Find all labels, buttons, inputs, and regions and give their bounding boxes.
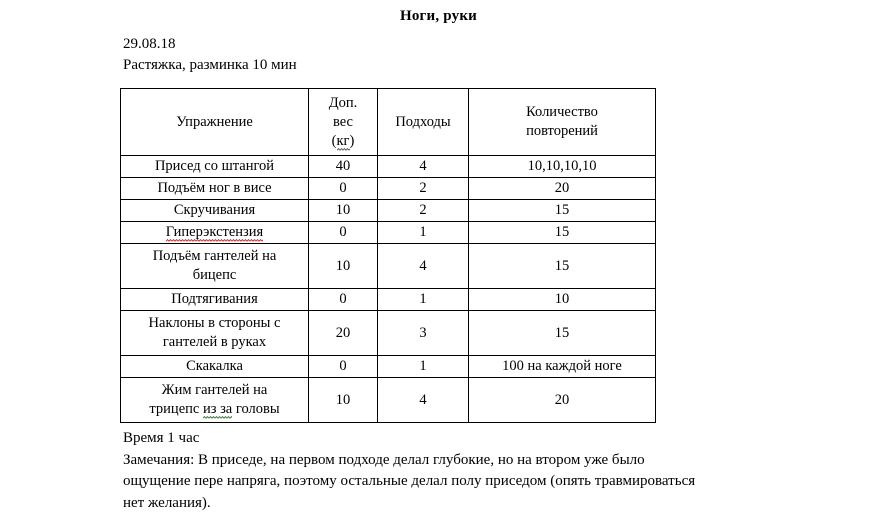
warmup-note: Растяжка, разминка 10 мин	[123, 57, 297, 73]
header-weight-line-2: вес	[333, 113, 353, 130]
cell-reps: 15	[469, 200, 656, 222]
cell-exercise	[121, 244, 309, 289]
exercise-name: Скручивания	[173, 202, 256, 218]
workout-table	[120, 88, 656, 423]
column-header-extra-weight	[309, 89, 378, 156]
table-body	[121, 156, 656, 423]
exercise-name-line-1: Жим гантелей на	[161, 382, 268, 398]
paren-open: (	[331, 132, 337, 149]
cell-sets: 2	[378, 200, 469, 222]
cell-exercise	[121, 178, 309, 200]
cell-reps: 15	[469, 222, 656, 244]
cell-weight: 0	[309, 356, 378, 378]
paren-close: )	[349, 132, 355, 149]
workout-notes	[123, 428, 803, 514]
exercise-name-line-2: бицепс	[192, 267, 237, 283]
cell-weight: 0	[309, 222, 378, 244]
exercise-name-line-2	[121, 400, 308, 419]
exercise-name: Подъём ног в висе	[157, 180, 272, 196]
cell-sets: 2	[378, 178, 469, 200]
workout-date: 29.08.18	[123, 36, 176, 52]
column-header-sets: Подходы	[378, 89, 469, 156]
cell-weight: 0	[309, 289, 378, 311]
page-title: Ноги, руки	[399, 8, 478, 24]
cell-sets: 1	[378, 356, 469, 378]
table-header	[121, 89, 656, 156]
cell-weight: 10	[309, 244, 378, 289]
exercise-name-line-1: Наклоны в стороны с	[148, 315, 281, 331]
exercise-name: Скакалка	[186, 358, 243, 374]
table-row	[121, 289, 656, 311]
header-weight-line-1: Доп.	[328, 94, 358, 111]
document-meta	[123, 34, 297, 76]
cell-weight: 10	[309, 378, 378, 423]
exercise-name-line-2: гантелей в руках	[162, 334, 267, 350]
table-header-row	[121, 89, 656, 156]
exercise-name: Подтягивания	[171, 291, 258, 307]
table-row	[121, 178, 656, 200]
cell-exercise	[121, 156, 309, 178]
table-row	[121, 222, 656, 244]
table-row	[121, 200, 656, 222]
cell-reps: 100 на каждой ноге	[469, 356, 656, 378]
cell-sets: 4	[378, 378, 469, 423]
table-row	[121, 156, 656, 178]
table-row	[121, 244, 656, 289]
notes-line-1: Замечания: В приседе, на первом подходе делал глубокие, но на втором уже было	[123, 451, 645, 468]
table-row	[121, 311, 656, 356]
workout-duration: Время 1 час	[123, 430, 200, 446]
exercise-name: Присед со штангой	[154, 158, 275, 174]
unit-kg: кг	[336, 132, 350, 149]
cell-sets: 3	[378, 311, 469, 356]
header-reps-line-1: Количество	[526, 104, 598, 120]
cell-exercise	[121, 356, 309, 378]
cell-sets: 4	[378, 156, 469, 178]
cell-weight: 20	[309, 311, 378, 356]
table-row	[121, 356, 656, 378]
exercise-text-a: трицепс	[149, 401, 203, 417]
cell-reps: 20	[469, 378, 656, 423]
cell-reps: 10,10,10,10	[469, 156, 656, 178]
cell-weight: 40	[309, 156, 378, 178]
cell-reps: 15	[469, 244, 656, 289]
cell-exercise	[121, 378, 309, 423]
cell-exercise	[121, 311, 309, 356]
exercise-text-c: головы	[232, 401, 280, 417]
cell-reps: 20	[469, 178, 656, 200]
cell-reps: 15	[469, 311, 656, 356]
notes-line-3: нет желания).	[123, 494, 211, 511]
header-reps-line-2: повторений	[526, 123, 598, 139]
cell-exercise	[121, 200, 309, 222]
cell-sets: 1	[378, 222, 469, 244]
exercise-name: Гиперэкстензия	[165, 224, 264, 240]
notes-line-2: ощущение пере напряга, поэтому остальные делал полу приседом (опять травмироваться	[123, 473, 696, 489]
cell-reps: 10	[469, 289, 656, 311]
table-row	[121, 378, 656, 423]
cell-sets: 4	[378, 244, 469, 289]
cell-weight: 10	[309, 200, 378, 222]
column-header-exercise: Упражнение	[121, 89, 309, 156]
exercise-name-line-1: Подъём гантелей на	[152, 248, 277, 264]
header-weight-line-3	[309, 132, 377, 151]
cell-sets: 1	[378, 289, 469, 311]
column-header-reps	[469, 89, 656, 156]
grammar-error-phrase: из за	[202, 401, 233, 417]
cell-exercise	[121, 222, 309, 244]
cell-weight: 0	[309, 178, 378, 200]
cell-exercise	[121, 289, 309, 311]
